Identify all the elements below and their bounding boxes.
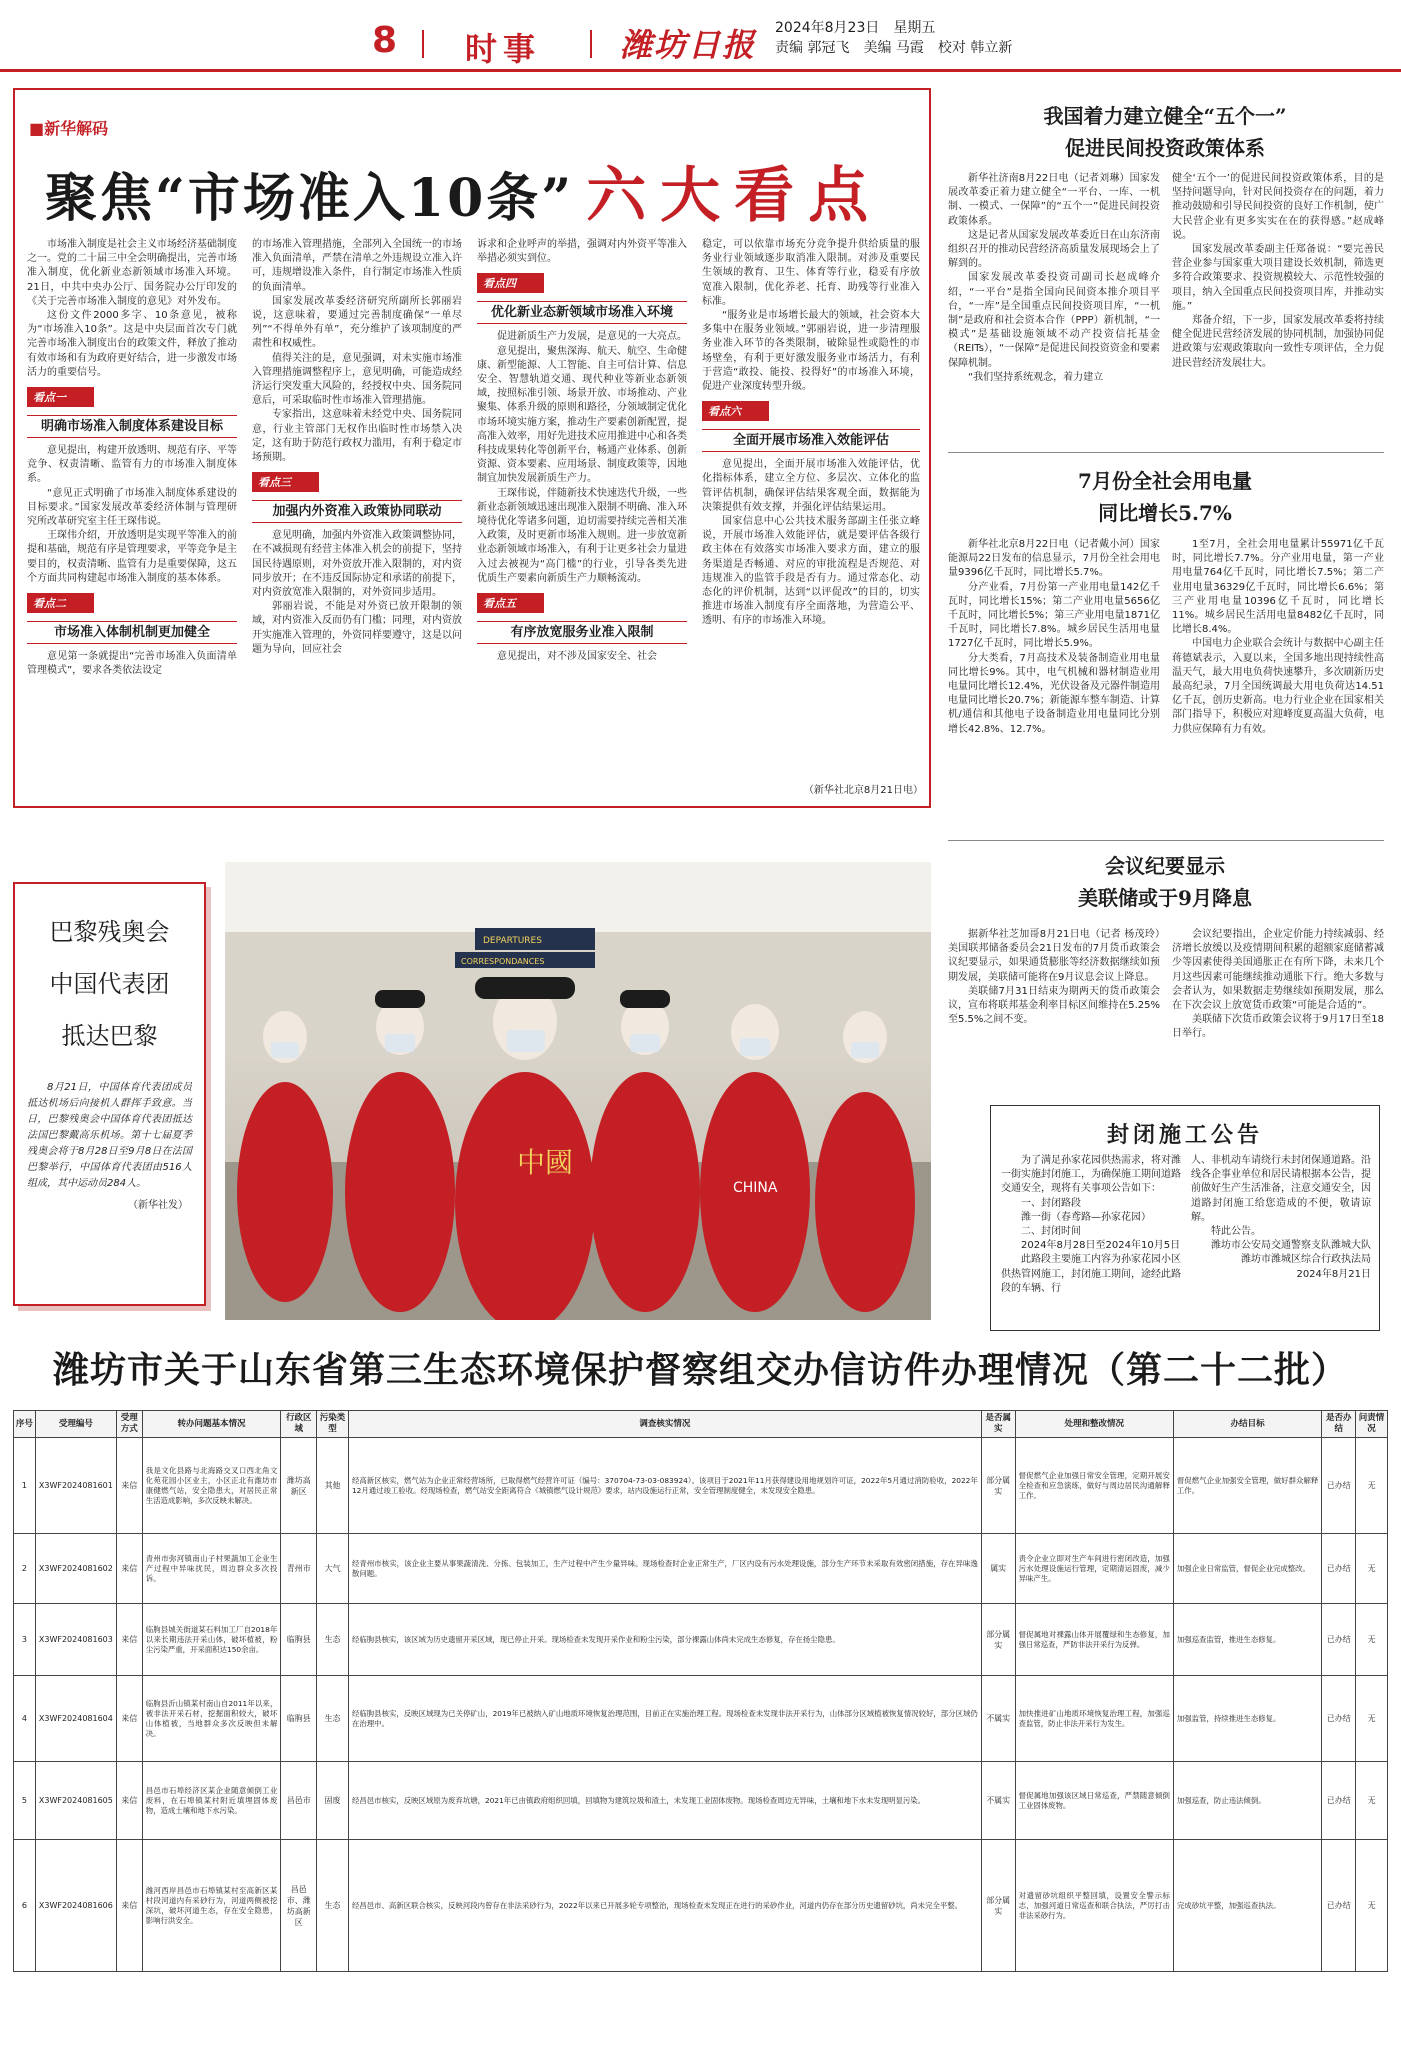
point-badge: 看点四 [477,273,544,293]
table-row [14,1840,1388,1972]
paragraph: 意见明确，加强内外资准入政策调整协同，在不减损现有经营主体准入机会的前提下，坚持国民待遇原则，对外资放开准入限制的，对内资同步放开；在不违反国际协定和承诺的前提下，对内资放宽准入限制的，对外资同步适用。 [252,530,462,599]
headline-highlight: 六大看点 [586,161,883,231]
table-cell: 已办结 [1322,1534,1356,1604]
table-cell: 加强巡查监管，推进生态修复。 [1173,1604,1321,1676]
staff-designer: 美编 马霞 [863,40,924,56]
paragraph: 促进新质生产力发展，是意见的一大亮点。 [497,331,687,343]
paragraph: 分大类看，7月高技术及装备制造业用电量同比增长9%。其中，电气机械和器材制造业用电量同比增长12.4%，光伏设备及元器件制造用电量同比增长20.7%；新能源车整车制造、计算机/通信和其他电子设备制造业用电量同比分别增长42.8%、12.7%。 [948,652,1160,735]
paragraph: 值得关注的是，意见强调，对未实施市场准入管理措施调整程序上，意见明确，可能造成经济运行突发重大风险的，经授权中央、国务院同意后，可采取临时性市场准入管理措施。 [252,352,462,407]
column-tag: ■新华解码 [29,119,109,138]
table-cell: 对遗留砂坑组织平整回填，设置安全警示标志，加强河道日常巡查和联合执法，严厉打击非法采砂行为。 [1015,1840,1173,1972]
table-cell: 经临朐县核实，反映区域现为已关停矿山，2019年已被纳入矿山地质环境恢复治理范围，目前正在实施治理工程。现场检查未发现非法开采行为，山体部分区域植被恢复情况较好，部分区域仍在治理中。 [348,1676,981,1762]
article-2-column-2 [1172,538,1384,833]
table-cell: 临朐县 [281,1604,317,1676]
scarf-lettering: 中國 [517,1146,574,1179]
table-cell: 来信 [116,1676,142,1762]
table-cell: 经昌邑市、高新区联合核实，反映河段内曾存在非法采砂行为，2022年以来已开展多轮专项整治，现场检查未发现正在进行的采砂作业，河道内仍存在部分历史遗留砂坑，尚未完全平整。 [348,1840,981,1972]
table-cell: 生态 [317,1840,349,1972]
table-headline: 潍坊市关于山东省第三生态环境保护督察组交办信访件办理情况（第二十二批） [52,1349,1348,1391]
table-row [14,1676,1388,1762]
table-cell: 5 [14,1762,36,1840]
table-cell: 不属实 [981,1762,1015,1840]
divider [948,840,1384,841]
table-cell: 潍河西岸昌邑市石埠镇某村至高新区某村段河道内有采砂行为，河道两侧被挖深坑，破坏河道生态，存在安全隐患，影响行洪安全。 [142,1840,281,1972]
article-headline: 我国着力建立健全“五个一” 促进民间投资政策体系 [1043,104,1287,160]
article-3-column-2 [1172,928,1384,1096]
photo-caption-box [13,882,206,1306]
column-header: 处理和整改情况 [1015,1411,1173,1438]
column-header: 转办问题基本情况 [142,1411,281,1438]
paragraph: “意见正式明确了市场准入制度体系建设的目标要求。”国家发展改革委经济体制与管理研究所改革研究室主任王琛伟说。 [27,487,237,528]
athletes-photo-illustration [225,862,931,1320]
section-name: 时事 [465,30,542,68]
table-cell: 无 [1356,1762,1388,1840]
table-cell: X3WF2024081601 [35,1438,116,1534]
table-cell: 4 [14,1676,36,1762]
column-header: 污染类型 [317,1411,349,1438]
table-cell: 2 [14,1534,36,1604]
table-cell: 1 [14,1438,36,1534]
airport-sign-text: DEPARTURES [483,936,542,946]
table-cell: 无 [1356,1534,1388,1604]
paragraph: 诉求和企业呼声的举措，强调对内外资平等准入举措必须实到位。 [477,239,687,265]
table-cell: 已办结 [1322,1762,1356,1840]
column-header: 调查核实情况 [348,1411,981,1438]
paragraph: 美联储下次货币政策会议将于9月17日至18日举行。 [1172,1014,1384,1040]
caption-title: 巴黎残奥会 中国代表团 抵达巴黎 [49,918,170,1050]
construction-notice [990,1105,1380,1331]
paragraph: 王琛伟说，伴随新技术快速迭代升级，一些新业态新领域迅速出现准入限制不明确、准入环境待优化等诸多问题，迫切需要持续完善相关准入政策，及时更新市场准入规则。进一步放宽新业态新领域市场准入，有利于让更多社会力量进入过去被视为“高门槛”的行业，引导各类先进优质生产要素向新质生产力顺畅流动。 [477,487,687,584]
point-subhead: 市场准入体制机制更加健全 [27,621,237,644]
table-cell: 经青州市核实，该企业主要从事果蔬清洗、分拣、包装加工，生产过程中产生少量异味。现场检查时企业正常生产，厂区内设有污水处理设施，部分生产环节未采取有效密闭措施，存在异味逸散问题。 [348,1534,981,1604]
point-subhead: 加强内外资准入政策协同联动 [252,500,462,523]
point-subhead: 全面开展市场准入效能评估 [702,429,920,452]
table-cell: 来信 [116,1534,142,1604]
issue-date: 2024年8月23日 [775,20,880,36]
table-cell: 部分属实 [981,1840,1015,1972]
paragraph: “服务业是市场增长最大的领域，社会资本大多集中在服务业领域。”郭丽岩说，进一步清理服务业准入环节的各类限制，破除显性或隐性的市场壁垒，有利于更好激发服务业市场活力，有利于营造“敢投、能投、投得好”的市场准入环境，促进产业深度转型升级。 [702,310,920,393]
table-cell: 属实 [981,1534,1015,1604]
table-cell: 已办结 [1322,1840,1356,1972]
table-cell: 加快推进矿山地质环境恢复治理工程，加强巡查监管，防止非法开采行为发生。 [1015,1676,1173,1762]
point-subhead: 优化新业态新领域市场准入环境 [477,301,687,324]
table-cell: 3 [14,1604,36,1676]
article-3-column-1 [948,928,1160,1096]
table-cell: 临朐县沂山镇某村南山自2011年以来，被非法开采石材，挖掘面积较大，破坏山体植被，当地群众多次反映但未解决。 [142,1676,281,1762]
table-cell: 已办结 [1322,1604,1356,1676]
table-cell: 已办结 [1322,1438,1356,1534]
paragraph: 郭丽岩说，不能是对外资已放开限制的领域，对内资准入反而仍有门槛；同理，对内资放开实施准入管理的，外资同样要遵守，这是以问题为导向，回应社会 [252,601,462,655]
headline-main: 聚焦“市场准入10条” [45,168,575,229]
column-header: 受理编号 [35,1411,116,1438]
paragraph: 国家信息中心公共技术服务部副主任张立峰说，开展市场准入效能评估，就是要评估各级行政主体在有效落实市场准入要求方面，建立的服务渠道是否畅通、对应的审批流程是否规范、对违规准入的监管手段是否有力。通过常态化、动态化的评价机制，达到“以评促改”的目的，切实推进市场准入制度有序全面落地，为营造公平、透明、有序的市场准入环境。 [702,516,920,627]
caption-source: （新华社发） [128,1200,188,1211]
table-cell: X3WF2024081604 [35,1676,116,1762]
notice-title: 封闭施工公告 [1106,1122,1263,1148]
table-cell: 无 [1356,1438,1388,1534]
table-cell: 昌邑市石埠经济区某企业随意倾倒工业废料，在石埠镇某村附近填埋固体废物，造成土壤和地下水污染。 [142,1762,281,1840]
lead-column-1 [27,238,237,798]
paragraph: 分产业看，7月份第一产业用电量142亿千瓦时，同比增长15%；第二产业用电量5656亿千瓦时，同比增长5%；第三产业用电量1871亿千瓦时，同比增长7.8%。城乡居民生活用电量1727亿千瓦时，同比增长5.9%。 [948,581,1160,650]
table-cell: 我是文化县路与北海路交叉口西北角文化苑花园小区业主，小区正北有潍坊市康健燃气站，安全隐患大，对居民正常生活造成影响，多次反映未解决。 [142,1438,281,1534]
article-2-column-1 [948,538,1160,833]
news-photo [225,862,931,1320]
table-cell: 临朐县城关街道某石料加工厂自2018年以来长期违法开采山体，破坏植被，粉尘污染严重，开采面积达150余亩。 [142,1604,281,1676]
divider [422,30,424,58]
column-header: 行政区域 [281,1411,317,1438]
airport-sign-text: CORRESPONDANCES [461,957,545,966]
table-cell: 临朐县 [281,1676,317,1762]
table-row [14,1604,1388,1676]
table-cell: 青州市弥河镇南山子村果蔬加工企业生产过程中异味扰民，周边群众多次投诉。 [142,1534,281,1604]
point-badge: 看点三 [252,472,319,492]
table-cell: 责令企业立即对生产车间进行密闭改造，加强污水处理设施运行管理，定期清运固废，减少异味产生。 [1015,1534,1173,1604]
lead-article [13,88,931,808]
paragraph: 会议纪要指出，企业定价能力持续减弱、经济增长放缓以及疫情期间积累的超额家庭储蓄减少等因素使得美国通胀正在有所下降，未来几个月这些因素可能继续推动通胀下行。绝大多数与会者认为，如果数据走势继续如预期发展，那么在下次会议上放宽货币政策“可能是合适的”。 [1172,929,1384,1012]
paragraph: 新华社济南8月22日电（记者刘琳）国家发展改革委正着力建立健全“一平台、一库、一机制、一模式、一保障”的“五个一”促进民间投资政策体系。 [948,173,1160,227]
table-cell: X3WF2024081606 [35,1840,116,1972]
table-cell: 已办结 [1322,1676,1356,1762]
lead-column-4 [702,238,920,798]
table-cell: 经临朐县核实，该区域为历史遗留开采区域，现已停止开采。现场检查未发现开采作业和粉尘污染，部分裸露山体尚未完成生态修复，存在扬尘隐患。 [348,1604,981,1676]
table-cell: 潍坊高新区 [281,1438,317,1534]
table-cell: 大气 [317,1534,349,1604]
paragraph: 意见提出，全面开展市场准入效能评估，优化指标体系，建立全方位、多层次、立体化的监管评估机制，确保评估结果客观全面，数据能为决策提供有效支撑，并强化评估结果运用。 [702,459,920,513]
table-cell: 昌邑市、潍坊高新区 [281,1840,317,1972]
paragraph: 意见提出，对不涉及国家安全、社会 [497,651,657,663]
table-cell: 来信 [116,1604,142,1676]
table-cell: 完成砂坑平整，加强巡查执法。 [1173,1840,1321,1972]
paragraph: 意见第一条就提出“完善市场准入负面清单管理模式”，要求各类依法设定 [27,651,237,677]
table-row [14,1438,1388,1534]
table-cell: 督促属地对裸露山体开展覆绿和生态修复，加强日常巡查，严防非法开采行为反弹。 [1015,1604,1173,1676]
caption-text: 8月21日，中国体育代表团成员抵达机场后向接机人群挥手致意。当日，巴黎残奥会中国体育代表团抵达法国巴黎戴高乐机场。第十七届夏季残奥会将于8月28日至9月8日在法国巴黎举行，中国体育代表团由516人组成，其中运动员284人。 [27,1082,192,1189]
staff-editor: 责编 郭冠飞 [775,40,850,56]
article-1-column-1 [948,172,1160,442]
paragraph: 国家发展改革委副主任郑备说：“要完善民营企业参与国家重大项目建设长效机制，筛选更多符合政策要求、投资规模较大、示范性较强的项目，纳入全国重点民间投资项目库，并推动实施。” [1172,244,1384,312]
table-cell: 督促燃气企业加强安全管理，做好群众解释工作。 [1173,1438,1321,1534]
article-headline: 7月份全社会用电量 同比增长5.7% [1078,469,1252,525]
table-cell: 经高新区核实，燃气站为企业正常经营场所，已取得燃气经营许可证（编号：370704-73-03-083924）。该项目于2021年11月获得建设用地规划许可证，2022年5月通过消防验收，2022年12月通过竣工验收。经现场检查，燃气站安全距离符合《城镇燃气设计规范》要求，站内设施运行正常，安全管理制度健全，未发现安全隐患。 [348,1438,981,1534]
jacket-lettering: CHINA [733,1180,778,1196]
table-cell: 加强巡查，防止违法倾倒。 [1173,1762,1321,1840]
point-badge: 看点六 [702,401,769,421]
table-cell: X3WF2024081603 [35,1604,116,1676]
table-cell: 无 [1356,1676,1388,1762]
table-cell: 部分属实 [981,1604,1015,1676]
paragraph: 的市场准入管理措施，全部列入全国统一的市场准入负面清单，严禁在清单之外违规设立准入许可，违规增设准入条件，自行制定市场准入性质的负面清单。 [252,239,462,293]
table-cell: 经昌邑市核实，反映区域原为废弃坑塘，2021年已由镇政府组织回填，回填物为建筑垃圾和渣土，未发现工业固体废物。现场检查周边无异味，土壤和地下水未发现明显污染。 [348,1762,981,1840]
table-cell: 无 [1356,1840,1388,1972]
table-cell: 督促属地加强该区域日常巡查，严禁随意倾倒工业固体废物。 [1015,1762,1173,1840]
issue-weekday: 星期五 [893,20,936,36]
point-badge: 看点一 [27,387,94,407]
column-header: 是否办结 [1322,1411,1356,1438]
column-header: 问责情况 [1356,1411,1388,1438]
masthead [0,0,1401,72]
table-cell: 加强监管，持续推进生态修复。 [1173,1676,1321,1762]
paragraph: 美联储7月31日结束为期两天的货币政策会议，宣布将联邦基金利率目标区间维持在5.25%至5.5%之间不变。 [948,985,1160,1026]
table-row [14,1762,1388,1840]
column-header: 办结目标 [1173,1411,1321,1438]
table-cell: 青州市 [281,1534,317,1604]
table-cell: 来信 [116,1438,142,1534]
page-number: 8 [372,20,398,61]
notice-column-2: 人、非机动车请绕行未封闭保通道路。沿线各企事业单位和居民请根据本公告，提前做好生产生活准备，注意交通安全，因道路封闭施工给您造成的不便，敬请谅解。 特此公告。 潍坊市公安局交通警察支队潍城大队 潍坊市潍城区综合行政执法局 2024年8月21日 [1191,1155,1371,1280]
paragraph: 专家指出，这意味着未经党中央、国务院同意，行业主管部门无权作出临时性市场禁入决定，这有助于防范行政权力滥用，有利于稳定市场预期。 [252,409,462,464]
table-cell: 部分属实 [981,1438,1015,1534]
paragraph: 健全‘五个一’的促进民间投资政策体系，目的是坚持问题导向，针对民间投资存在的问题，着力推动鼓励和引导民间投资的良好工作机制，使广大民营企业有更多实实在在的获得感。”赵成峰说。 [1172,173,1384,241]
table-cell: 6 [14,1840,36,1972]
paragraph: “我们坚持系统观念，着力建立 [968,371,1104,383]
paragraph: 新华社北京8月22日电（记者戴小河）国家能源局22日发布的信息显示，7月份全社会用电量9396亿千瓦时，同比增长5.7%。 [948,539,1160,579]
table-cell: 加强企业日常监管，督促企业完成整改。 [1173,1534,1321,1604]
divider [948,452,1384,453]
table-cell: 督促燃气企业加强日常安全管理，定期开展安全检查和应急演练，做好与周边居民沟通解释工作。 [1015,1438,1173,1534]
paragraph: 稳定，可以依靠市场充分竞争提升供给质量的服务业行业领域逐步取消准入限制。对涉及重要民生领域的教育、卫生、体育等行业，稳妥有序放宽准入限制，优化养老、托育、助残等行业准入标准。 [702,239,920,307]
table-cell: X3WF2024081605 [35,1762,116,1840]
column-header: 受理方式 [116,1411,142,1438]
divider [590,30,592,58]
paragraph: 国家发展改革委经济研究所副所长郭丽岩说，这意味着，要通过完善制度确保“一单尽列”“不得单外有单”，充分维护了该项制度的严肃性和权威性。 [252,295,462,350]
point-subhead: 有序放宽服务业准入限制 [477,621,687,644]
point-badge: 看点二 [27,593,94,613]
petition-table [13,1410,1388,1972]
lead-column-3 [477,238,687,798]
table-cell: 生态 [317,1604,349,1676]
table-cell: 固废 [317,1762,349,1840]
lead-column-2 [252,238,462,798]
point-subhead: 明确市场准入制度体系建设目标 [27,415,237,438]
paragraph: 市场准入制度是社会主义市场经济基础制度之一。党的二十届三中全会明确提出，完善市场准入制度，优化新业态新领域市场准入环境。21日，中共中央办公厅、国务院办公厅印发的《关于完善市场准入制度的意见》对外发布。 [27,239,237,307]
article-headline: 会议纪要显示 美联储或于9月降息 [1078,854,1252,910]
table-row [14,1534,1388,1604]
table-cell: 不属实 [981,1676,1015,1762]
newspaper-logo: 潍坊日报 [620,26,757,64]
table-cell: 无 [1356,1604,1388,1676]
table-cell: 来信 [116,1840,142,1972]
paragraph: 1至7月，全社会用电量累计55971亿千瓦时，同比增长7.7%。分产业用电量，第一产业用电量764亿千瓦时，同比增长7.5%；第二产业用电量36329亿千瓦时，同比增长6.6%；第三产业用电量10396亿千瓦时，同比增长11%。城乡居民生活用电量8482亿千瓦时，同比增长8.4%。 [1172,539,1384,636]
column-header: 是否属实 [981,1411,1015,1438]
paragraph: 这份文件2000多字、10条意见，被称为“市场准入10条”。这是中央层面首次专门就完善市场准入制度出台的政策文件，释放了推动有效市场和有为政府更好结合，进一步激发市场活力的重要信号。 [27,310,237,378]
paragraph: 王琛伟介绍，开放透明是实现平等准入的前提和基础，规范有序是管理要求，平等竞争是主要目的，权责清晰、监管有力是重要保障，这五个方面共同构建起市场准入制度的基本体系。 [27,530,237,584]
paragraph: 意见提出，聚焦深海、航天、航空、生命健康、新型能源、人工智能、自主可信计算、信息安全、智慧轨道交通、现代种业等新业态新领域，按照标准引领、场景开放、市场推动、产业聚集、体系升级的原则和路径，分领域制定优化市场环境实施方案，推动生产要素创新配置，提高准入效率，用好先进技术应用推进中心和各类科技成果转化等创新平台，畅通产业体系、创新资源、资本要素、应用场景、制度政策等，因地制宜加快发展新质生产力。 [477,345,687,485]
paragraph: 意见提出，构建开放透明、规范有序、平等竞争、权责清晰、监管有力的市场准入制度体系。 [27,445,237,485]
table-cell: 其他 [317,1438,349,1534]
table-cell: 生态 [317,1676,349,1762]
point-badge: 看点五 [477,593,544,613]
table-header-row [14,1411,1388,1438]
staff-proofreader: 校对 韩立新 [937,40,1013,56]
paragraph: 据新华社芝加哥8月21日电（记者 杨茂玲）美国联邦储备委员会21日发布的7月货币政策会议纪要显示，如果通货膨胀等经济数据继续如预期发展，美联储可能将在9月议息会议上降息。 [948,929,1160,983]
paragraph: 国家发展改革委投资司副司长赵成峰介绍，“一平台”是指全国向民间资本推介项目平台，“一库”是全国重点民间投资项目库，“一机制”是政府和社会资本合作（PPP）新机制，“一模式”是基础设施领域不动产投资信托基金（REITs），“一保障”是促进民间投资资金和要素保障机制。 [948,272,1160,369]
paragraph: 郑备介绍，下一步，国家发展改革委将持续健全促进民营经济发展的协同机制，加强协同促进政策与宏观政策取向一致性专项评估，全力促进民营经济发展壮大。 [1172,315,1384,369]
table-cell: X3WF2024081602 [35,1534,116,1604]
lead-headline [45,148,882,234]
lead-credit: （新华社北京8月21日电） [803,785,923,796]
paragraph: 中国电力企业联合会统计与数据中心副主任蒋德斌表示，入夏以来，全国多地出现持续性高温天气，最大用电负荷快速攀升，多次刷新历史最高纪录，7月全国统调最大用电负荷达14.51亿千瓦，创历史新高。电力行业企业在国家相关部门指导下，积极应对迎峰度夏高温大负荷，电力供应保障有力有效。 [1172,638,1384,735]
table-cell: 来信 [116,1762,142,1840]
article-1-column-2 [1172,172,1384,442]
notice-column-1: 为了满足孙家花园供热需求，将对潍一街实施封闭施工，为确保施工期间道路交通安全，现将有关事项公告如下： 一、封闭路段 潍一街（春鸢路—孙家花园） 二、封闭时间 2024年8月28日至2024年10月5日 此路段主要施工内容为孙家花园小区供热管网施工，封闭施工期间，途经此路段的车辆、行 [1001,1155,1181,1294]
paragraph: 这是记者从国家发展改革委近日在山东济南组织召开的推动民营经济高质量发展现场会上了解到的。 [948,229,1160,270]
issue-meta [775,18,1012,58]
table-cell: 昌邑市 [281,1762,317,1840]
column-header: 序号 [14,1411,36,1438]
